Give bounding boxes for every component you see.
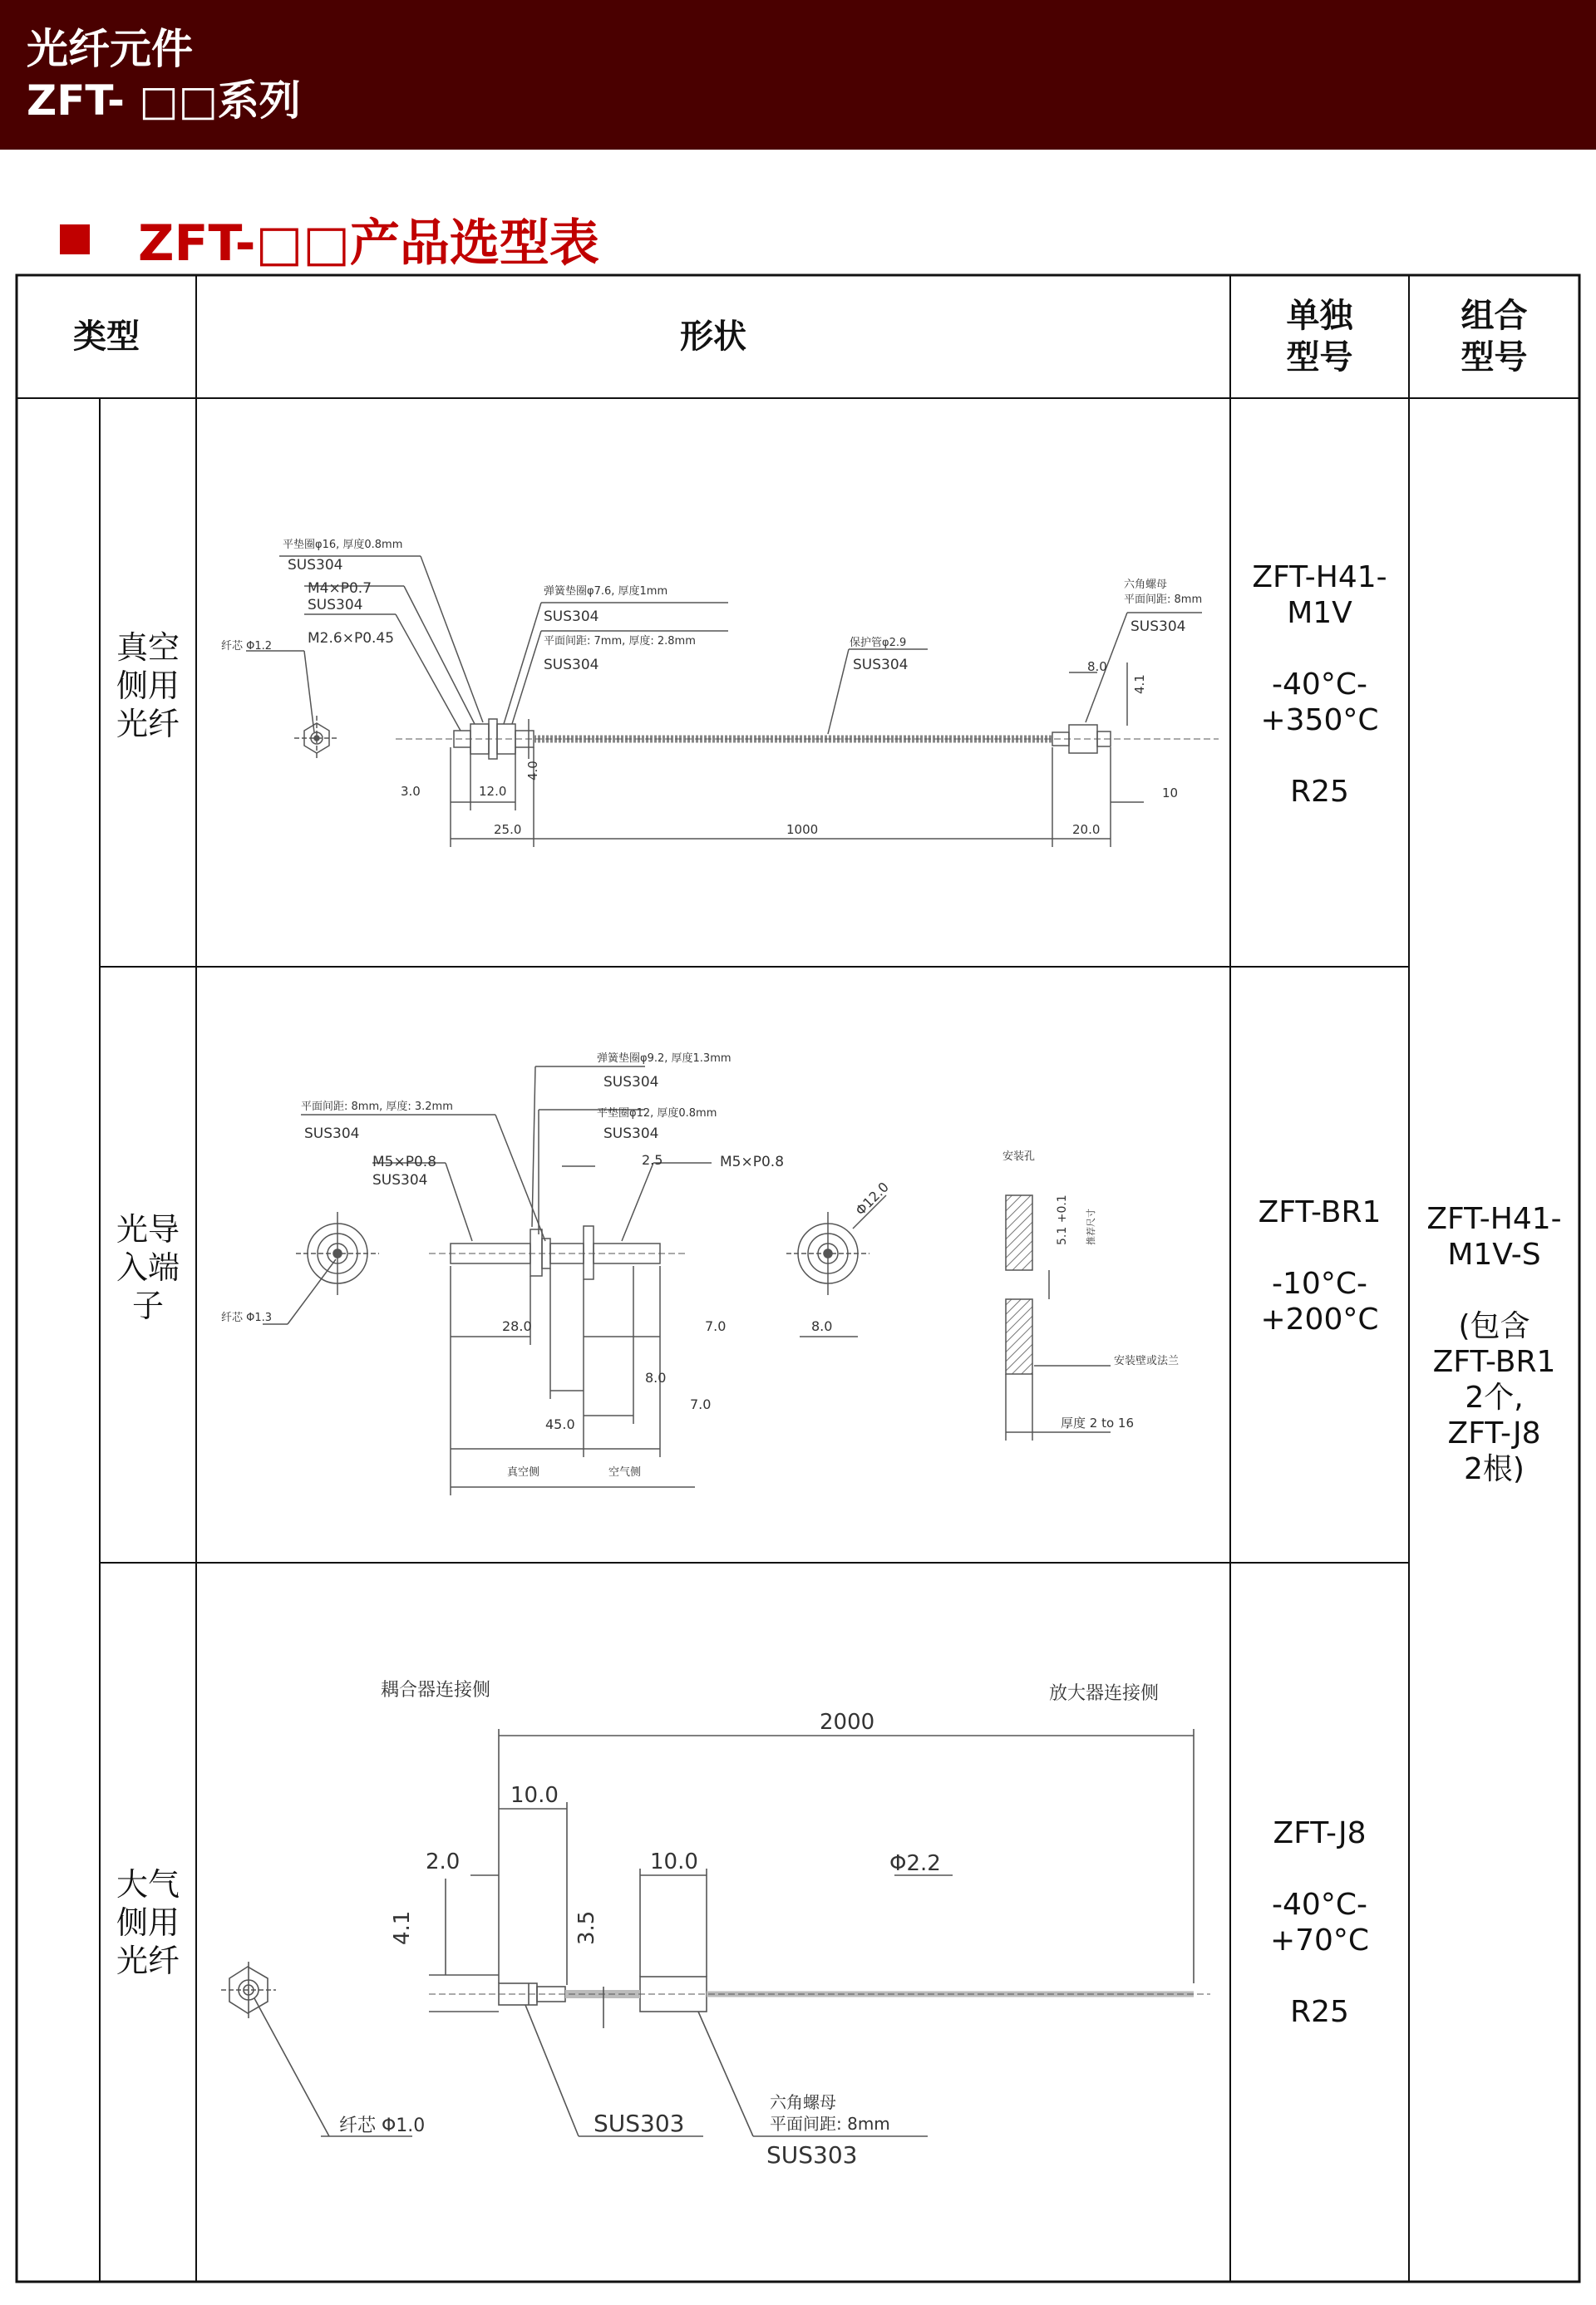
combo-model: ZFT-H41- M1V-S (包含 ZFT-BR1 2个, ZFT-J8 2根) [1426,1202,1562,1486]
dim-label: 10.0 [510,1783,559,1808]
dim-label: 4.0 [525,761,540,781]
dim-label: M2.6×P0.45 [308,630,395,647]
header-single-model: 单独 型号 [1286,297,1353,377]
banner-title-line1: 光纤元件 [27,25,193,73]
dim-label: SUS304 [544,608,599,625]
dim-label: 1000 [786,822,819,837]
dim-label: 28.0 [502,1318,532,1334]
dim-label: 2.5 [642,1152,663,1168]
dim-label: SUS304 [603,1125,659,1142]
dim-label: 10 [1162,786,1179,800]
dim-label: 耦合器连接侧 [381,1680,491,1701]
dim-label: 平垫圈φ16, 厚度0.8mm [283,539,403,551]
dim-label: 25.0 [494,822,522,837]
dim-label: Φ2.2 [889,1851,941,1876]
dim-label: 5.1 +0.1 [1056,1194,1069,1245]
banner-title-line2: ZFT- □□系列 [27,76,301,125]
header-combo-model: 组合 型号 [1461,297,1528,377]
dim-label: M5×P0.8 [372,1154,437,1170]
header-shape: 形状 [680,318,746,356]
row2-type-label: 光导 入端 子 [116,1211,180,1324]
dim-label: 4.1 [1132,674,1147,694]
dim-label: M4×P0.7 [308,580,372,597]
dim-label: 纤芯 Φ1.0 [339,2115,426,2136]
dim-label: 8.0 [1087,659,1107,674]
dim-label: 六角螺母 [770,2092,836,2112]
dim-label: 2000 [820,1710,875,1735]
dim-label: 纤芯 Φ1.2 [221,640,273,653]
dim-label: 45.0 [545,1416,575,1432]
drawing-atmosphere-fiber [196,1563,1230,2282]
dim-label: 平面间距: 8mm [770,2114,890,2134]
drawing-vacuum-fiber [196,398,1230,967]
dim-label: 纤芯 Φ1.3 [221,1312,273,1324]
dim-label: 空气侧 [608,1466,642,1479]
dim-label: 20.0 [1072,822,1101,837]
dim-label: 平面间距: 8mm, 厚度: 3.2mm [301,1101,453,1113]
dim-label: 弹簧垫圈φ7.6, 厚度1mm [544,585,668,598]
dim-label: 推荐尺寸 [1086,1209,1096,1245]
dim-label: 8.0 [645,1370,667,1386]
dim-label: SUS304 [1130,618,1186,635]
header-type: 类型 [73,318,140,356]
dim-label: 12.0 [479,784,507,799]
dim-label: 10.0 [650,1849,698,1874]
dim-label: SUS304 [372,1172,428,1189]
dim-label: SUS304 [308,597,363,613]
dim-label: 平垫圈φ12, 厚度0.8mm [597,1107,717,1120]
dim-label: SUS304 [853,657,909,673]
row3-single-model: ZFT-J8 -40°C- +70°C R25 [1269,1816,1370,2029]
dim-label: 3.5 [574,1910,599,1945]
dim-label: SUS304 [288,557,343,574]
dim-label: 7.0 [690,1396,712,1412]
dim-label: 平面间距: 7mm, 厚度: 2.8mm [544,635,696,648]
section-title-text: ZFT-□□产品选型表 [138,214,599,273]
dim-label: 平面间距: 8mm [1124,593,1203,606]
dim-label: 弹簧垫圈φ9.2, 厚度1.3mm [597,1052,732,1065]
dim-label: SUS303 [594,2110,685,2137]
row3-type-label: 大气 侧用 光纤 [116,1866,180,1979]
row1-type-label: 真空 侧用 光纤 [116,629,180,742]
dim-label: 厚度 2 to 16 [1061,1416,1134,1431]
dim-label: SUS304 [544,657,599,673]
dim-label: 8.0 [811,1318,833,1334]
dim-label: 7.0 [705,1318,727,1334]
dim-label: 4.1 [390,1910,415,1945]
dim-label: 安装孔 [1002,1150,1036,1163]
dim-label: SUS303 [766,2141,858,2169]
dim-label: 安装壁或法兰 [1114,1355,1180,1367]
dim-label: 六角螺母 [1124,579,1168,591]
dim-label: SUS304 [603,1074,659,1091]
dim-label: 保护管φ2.9 [850,637,907,649]
dim-label: M5×P0.8 [720,1154,785,1170]
row1-single-model: ZFT-H41- M1V -40°C- +350°C R25 [1252,560,1387,809]
dim-label: SUS304 [304,1125,360,1142]
dim-label: Φ12.0 [852,1179,892,1219]
dim-label: 真空侧 [507,1466,540,1479]
dim-label: 放大器连接侧 [1049,1683,1160,1704]
dim-label: 3.0 [401,784,421,799]
dim-label: 2.0 [426,1849,461,1874]
row2-single-model: ZFT-BR1 -10°C- +200°C [1258,1195,1382,1337]
drawing-feedthrough [196,967,1230,1563]
